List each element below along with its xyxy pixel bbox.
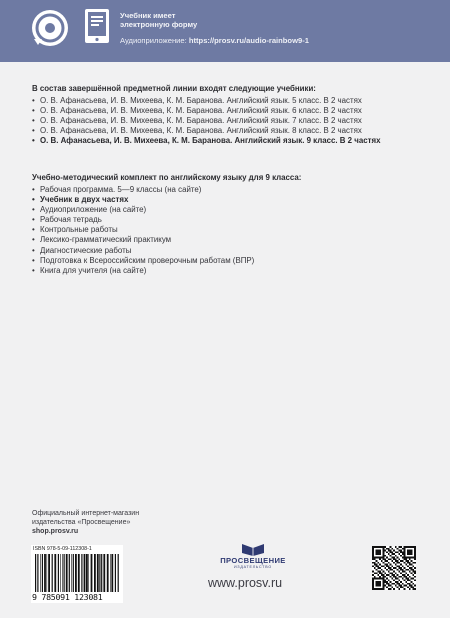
audio-label: Аудиоприложение: [120, 36, 187, 45]
isbn-digits: 9 785091 123081 [32, 592, 103, 602]
isbn-label: ISBN 978-5-09-112308-1 [33, 546, 92, 552]
shop-line1: Официальный интернет-магазин [32, 510, 140, 517]
books-section-title: В состав завершённой предметной линии входят следующие учебники: [32, 84, 316, 93]
shop-info [32, 509, 139, 536]
list-item: • Аудиоприложение (на сайте) [32, 205, 427, 215]
electronic-form-line2: электронную форму [120, 20, 198, 29]
list-item-current-book: • О. В. Афанасьева, И. В. Михеева, К. М. Баранова. Английский язык. 9 класс. В 2 частях [32, 136, 427, 146]
list-item: • О. В. Афанасьева, И. В. Михеева, К. М. Баранова. Английский язык. 6 класс. В 2 частях [32, 106, 427, 116]
shop-url[interactable]: shop.prosv.ru [32, 528, 79, 535]
list-item: • Контрольные работы [32, 225, 427, 235]
kit-section-title: Учебно-методический комплект по английскому языку для 9 класса: [32, 173, 302, 182]
kit-list [32, 185, 427, 276]
publisher-site-url[interactable]: www.prosv.ru [208, 576, 283, 590]
qr-code-image [372, 546, 416, 590]
publisher-subtitle: ИЗДАТЕЛЬСТВО [234, 565, 272, 569]
list-item: • Лексико-грамматический практикум [32, 235, 427, 245]
header-band [0, 0, 450, 62]
list-item: • Подготовка к Всероссийским проверочным работам (ВПР) [32, 256, 427, 266]
publisher-cd-logo-icon [30, 8, 70, 48]
audio-supplement [120, 36, 309, 45]
barcode-image [33, 554, 121, 592]
audio-url[interactable]: https://prosv.ru/audio-rainbow9-1 [188, 36, 309, 45]
shop-line2: издательства «Просвещение» [32, 519, 131, 526]
list-item: • О. В. Афанасьева, И. В. Михеева, К. М. Баранова. Английский язык. 8 класс. В 2 частях [32, 126, 427, 136]
books-list [32, 96, 427, 146]
list-item-textbook: • Учебник в двух частях [32, 195, 427, 205]
list-item: • Диагностические работы [32, 246, 427, 256]
isbn-barcode [31, 545, 123, 603]
list-item: • Книга для учителя (на сайте) [32, 266, 427, 276]
tablet-icon [84, 8, 110, 44]
electronic-form-line1: Учебник имеет [120, 11, 176, 20]
list-item: • О. В. Афанасьева, И. В. Михеева, К. М. Баранова. Английский язык. 7 класс. В 2 частях [32, 116, 427, 126]
list-item: • О. В. Афанасьева, И. В. Михеева, К. М. Баранова. Английский язык. 5 класс. В 2 частях [32, 96, 427, 106]
electronic-form-note [120, 11, 197, 29]
publisher-name: ПРОСВЕЩЕНИЕ [220, 556, 286, 565]
list-item: • Рабочая программа. 5—9 классы (на сайте) [32, 185, 427, 195]
list-item: • Рабочая тетрадь [32, 215, 427, 225]
